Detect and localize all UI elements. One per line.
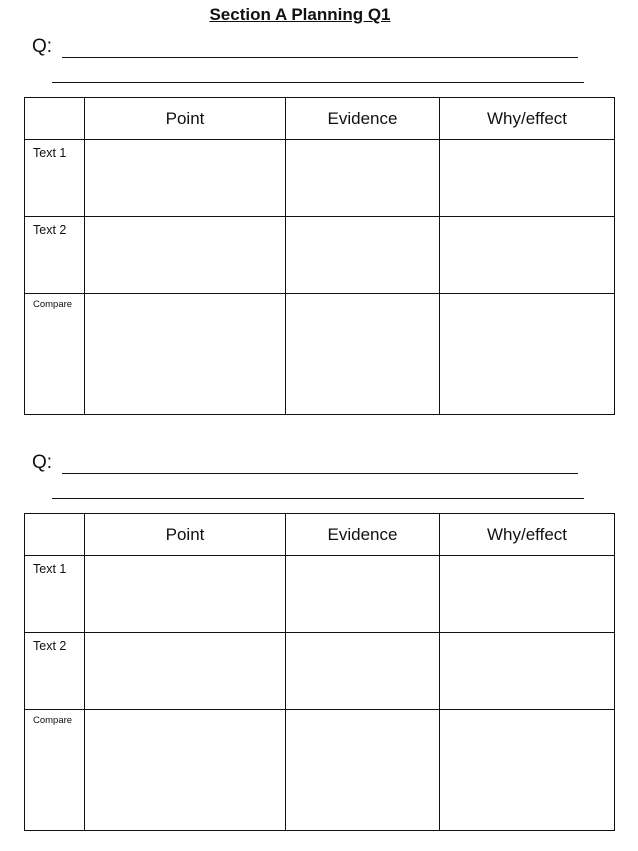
planning-table	[24, 513, 615, 831]
table-row	[25, 556, 615, 633]
question-label: Q:	[32, 452, 53, 473]
column-header-why-effect: Why/effect	[440, 514, 615, 556]
row-label: Text 1	[33, 146, 67, 160]
table-row	[25, 140, 615, 217]
row-label-cell	[25, 294, 85, 415]
row-label-cell	[25, 217, 85, 294]
row-label-cell	[25, 710, 85, 831]
answer-line	[52, 82, 584, 83]
row-label-cell	[25, 633, 85, 710]
evidence-cell[interactable]	[286, 294, 440, 415]
answer-line	[62, 57, 578, 58]
table-row	[25, 294, 615, 415]
evidence-cell[interactable]	[286, 140, 440, 217]
why-effect-cell[interactable]	[440, 294, 615, 415]
row-label: Text 2	[33, 223, 67, 237]
row-label: Text 1	[33, 562, 67, 576]
point-cell[interactable]	[85, 633, 286, 710]
point-cell[interactable]	[85, 217, 286, 294]
point-cell[interactable]	[85, 294, 286, 415]
page-title: Section A Planning Q1	[209, 5, 391, 24]
why-effect-cell[interactable]	[440, 217, 615, 294]
table-row	[25, 710, 615, 831]
corner-cell	[25, 514, 85, 556]
row-label: Compare	[33, 715, 73, 726]
evidence-cell[interactable]	[286, 217, 440, 294]
row-label: Compare	[33, 299, 73, 310]
answer-line	[52, 498, 584, 499]
point-cell[interactable]	[85, 556, 286, 633]
row-label-cell	[25, 140, 85, 217]
column-header-point: Point	[85, 514, 286, 556]
answer-line	[62, 473, 578, 474]
why-effect-cell[interactable]	[440, 556, 615, 633]
row-label-cell	[25, 556, 85, 633]
evidence-cell[interactable]	[286, 633, 440, 710]
question-label: Q:	[32, 36, 53, 57]
planning-table	[24, 97, 615, 415]
evidence-cell[interactable]	[286, 710, 440, 831]
table-header-row	[25, 98, 615, 140]
point-cell[interactable]	[85, 710, 286, 831]
table-row	[25, 217, 615, 294]
corner-cell	[25, 98, 85, 140]
column-header-evidence: Evidence	[286, 98, 440, 140]
point-cell[interactable]	[85, 140, 286, 217]
column-header-why-effect: Why/effect	[440, 98, 615, 140]
column-header-point: Point	[85, 98, 286, 140]
why-effect-cell[interactable]	[440, 633, 615, 710]
table-row	[25, 633, 615, 710]
table-header-row	[25, 514, 615, 556]
why-effect-cell[interactable]	[440, 140, 615, 217]
evidence-cell[interactable]	[286, 556, 440, 633]
column-header-evidence: Evidence	[286, 514, 440, 556]
row-label: Text 2	[33, 639, 67, 653]
why-effect-cell[interactable]	[440, 710, 615, 831]
